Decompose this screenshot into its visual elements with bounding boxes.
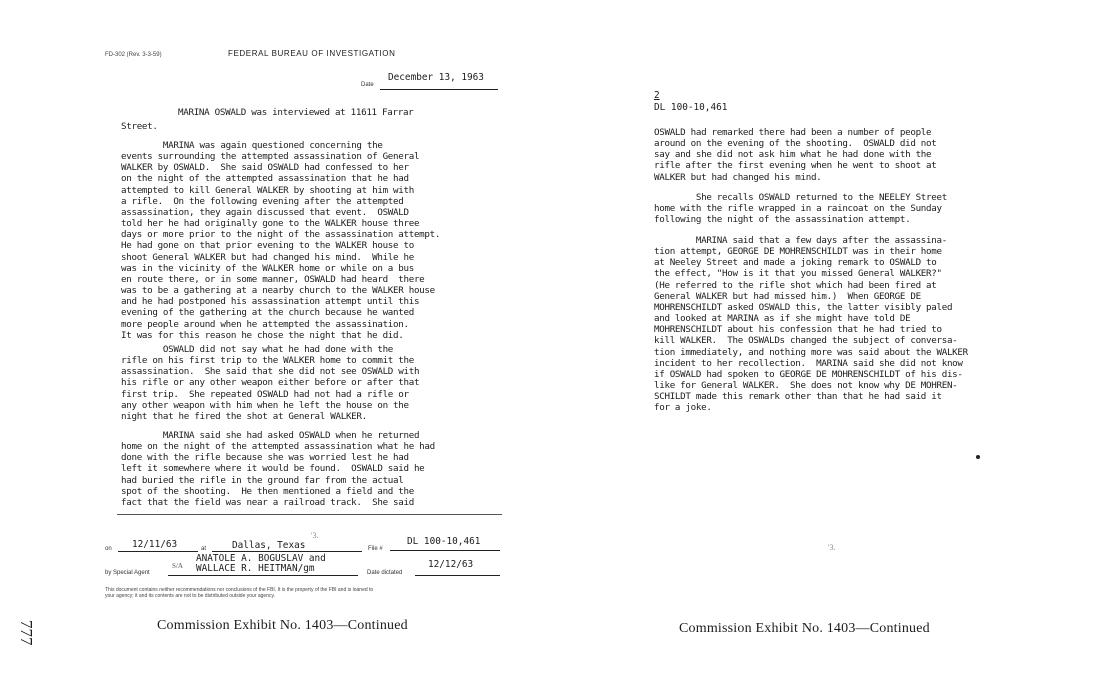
right-paragraph-3 — [654, 235, 968, 414]
right-paragraph-1-line: OSWALD had remarked there had been a number of people — [654, 127, 932, 138]
right-paragraph-3-line: MARINA said that a few days after the assassina- — [654, 235, 947, 246]
right-paragraph-3-line: MOHRENSCHILDT about his confession that he had tried to — [654, 324, 942, 336]
left-paragraph-3-line: MARINA said she had asked OSWALD when he returned — [121, 430, 420, 441]
left-paragraph-1-line: WALKER by OSWALD. She said OSWALD had confessed to her — [121, 162, 409, 174]
left-paragraph-3 — [121, 430, 435, 508]
left-paragraph-1-line: evening of the gathering at the church because he wanted — [121, 307, 414, 319]
left-paragraph-3-line: home on the night of the attempted assassination what he had — [121, 441, 435, 453]
interview-date: 12/11/63 — [132, 539, 178, 550]
right-paragraph-3-line: kill WALKER. The OSWALDs changed the subject of conversa- — [654, 335, 958, 347]
left-paragraph-1-line: attempted to kill General WALKER by shooting at him with — [121, 184, 414, 196]
at-label: at — [201, 546, 207, 552]
left-paragraph-3-line: had buried the rifle in the ground far from the actual — [121, 474, 404, 486]
disclaimer-line-1: This document contains neither recommendations nor conclusions of the FBI. It is the property of the FBI and is loaned to — [105, 587, 374, 593]
left-paragraph-2-line: night that he fired the shot at General WALKER. — [121, 410, 367, 422]
left-paragraph-2-line: first trip. She repeated OSWALD had not had a rifle or — [121, 388, 409, 400]
file-underline — [390, 550, 500, 551]
right-paragraph-3-line: like for General WALKER. She does not know why DE MOHREN- — [654, 380, 958, 392]
stray-dot — [976, 455, 980, 459]
right-paragraph-3-line: for a joke. — [654, 402, 712, 414]
interview-date-underline — [118, 551, 198, 552]
left-paragraph-1-line: told her he had originally gone to the WALKER house three — [121, 218, 420, 230]
date-underline — [380, 89, 498, 90]
left-caption: Commission Exhibit No. 1403—Continued — [157, 618, 408, 633]
left-paragraph-1-line: on the night of the attempted assassination that he had — [121, 173, 409, 185]
left-paragraph-1-line: It was for this reason he chose the night that he did. — [121, 329, 404, 341]
left-paragraph-2 — [121, 344, 419, 422]
agent-name-2: WALLACE R. HEITMAN/gm — [196, 563, 315, 574]
right-paragraph-1-line: around on the evening of the shooting. OSWALD did not — [654, 138, 937, 150]
intro-line-1: MARINA OSWALD was interviewed at 11611 Farrar — [178, 107, 414, 118]
left-paragraph-1 — [121, 140, 440, 341]
report-date: December 13, 1963 — [388, 72, 484, 83]
right-paragraph-3-line: MOHRENSCHILDT asked OSWALD this, the latter visibly paled — [654, 301, 953, 313]
left-paragraph-1-line: MARINA was again questioned concerning the — [121, 140, 383, 151]
right-paragraph-1-line: WALKER but had changed his mind. — [654, 171, 822, 183]
date-dictated-label: Date dictated — [367, 570, 403, 576]
left-paragraph-3-line: left it somewhere where it would be found. OSWALD said he — [121, 463, 425, 475]
interview-place: Dallas, Texas — [232, 540, 306, 551]
page-number: 777 — [17, 620, 36, 646]
date-dictated: 12/12/63 — [428, 559, 474, 570]
right-paragraph-2-line: She recalls OSWALD returned to the NEELEY Street — [654, 192, 947, 203]
left-paragraph-3-line: fact that the field was near a railroad track. She said — [121, 496, 414, 508]
agency-header: FEDERAL BUREAU OF INVESTIGATION — [228, 49, 396, 58]
left-paragraph-1-line: and he had postponed his assassination attempt until this — [121, 296, 420, 308]
file-reference: DL 100-10,461 — [654, 102, 728, 113]
right-paragraph-2-line: home with the rifle wrapped in a raincoat on the Sunday — [654, 203, 942, 215]
place-underline — [212, 551, 362, 552]
right-paragraph-3-line: and looked at MARINA as if she might have told DE — [654, 313, 911, 325]
left-paragraph-1-line: en route there, or in some manner, OSWALD had heard there — [121, 273, 425, 285]
right-paragraph-1-line: say and she did not ask him what he had done with the — [654, 149, 932, 161]
right-paragraph-3-line: the effect, "How is it that you missed General WALKER?" — [654, 268, 942, 280]
right-caption: Commission Exhibit No. 1403—Continued — [679, 621, 930, 636]
file-label: File # — [368, 546, 383, 552]
left-paragraph-2-line: assassination. She said that she did not see OSWALD with — [121, 366, 420, 378]
by-special-agent-label: by Special Agent — [105, 570, 150, 576]
right-paragraph-3-line: (He referred to the rifle shot which had been fired at — [654, 279, 937, 291]
pencil-mark: '3. — [311, 531, 319, 540]
left-paragraph-3-line: done with the rifle because she was worried lest he had — [121, 452, 409, 464]
left-paragraph-2-line: OSWALD did not say what he had done with the — [121, 344, 394, 355]
right-paragraph-3-line: General WALKER but had missed him.) When GEORGE DE — [654, 290, 921, 302]
disclaimer-line-2: your agency; it and its contents are not to be distributed outside your agency. — [105, 593, 276, 599]
left-paragraph-1-line: events surrounding the attempted assassination of General — [121, 151, 420, 163]
right-paragraph-3-line: at Neeley Street and made a joking remark to OSWALD to — [654, 257, 937, 269]
date-label: Date — [361, 82, 374, 88]
left-paragraph-2-line: any other weapon with him when he left the house on the — [121, 399, 409, 411]
left-paragraph-1-line: a rifle. On the following evening after the attempted — [121, 195, 404, 207]
right-paragraph-3-line: SCHILDT made this remark other than that he had said it — [654, 391, 942, 403]
left-paragraph-1-line: He had gone on that prior evening to the WALKER house to — [121, 240, 414, 252]
agent-initials: S/A — [172, 562, 183, 570]
right-paragraph-3-line: tion attempt, GEORGE DE MOHRENSCHILDT was in their home — [654, 246, 942, 258]
file-number: DL 100-10,461 — [407, 536, 481, 547]
left-paragraph-2-line: rifle on his first trip to the WALKER home to commit the — [121, 355, 414, 367]
agent-underline — [168, 575, 358, 576]
right-paragraph-3-line: incident to her recollection. MARINA said she did not know — [654, 357, 963, 369]
on-label: on — [105, 546, 112, 552]
left-paragraph-1-line: was to be a gathering at a nearby church to the WALKER house — [121, 285, 435, 297]
left-paragraph-1-line: more people around when he attempted the assassination. — [121, 318, 409, 330]
right-paragraph-2-line: following the night of the assassination attempt. — [654, 214, 911, 226]
right-pencil-mark: '3. — [828, 543, 836, 552]
footer-separator — [117, 514, 502, 515]
right-paragraph-2 — [654, 192, 947, 225]
right-paragraph-3-line: tion immediately, and nothing more was said about the WALKER — [654, 346, 968, 358]
left-paragraph-3-line: spot of the shooting. He then mentioned a field and the — [121, 485, 414, 497]
dictated-underline — [415, 575, 500, 576]
right-paragraph-3-line: if OSWALD had spoken to GEORGE DE MOHRENSCHILDT of his dis- — [654, 368, 963, 380]
left-paragraph-2-line: his rifle or any other weapon either before or after that — [121, 377, 420, 389]
page-marker: 2 — [654, 90, 660, 101]
left-paragraph-1-line: shoot General WALKER but had changed his mind. While he — [121, 251, 414, 263]
form-number: FD-302 (Rev. 3-3-59) — [105, 52, 162, 58]
left-paragraph-1-line: days or more prior to the night of the assassination attempt. — [121, 229, 441, 241]
agent-name-1: ANATOLE A. BOGUSLAV and — [196, 553, 326, 564]
left-paragraph-1-line: assassination, they again discussed that event. OSWALD — [121, 206, 409, 218]
intro-line-2: Street. — [121, 121, 158, 132]
left-paragraph-1-line: was in the vicinity of the WALKER home or while on a bus — [121, 262, 414, 274]
right-paragraph-1-line: rifle after the first evening when he went to shoot at — [654, 160, 937, 172]
right-paragraph-1 — [654, 127, 937, 183]
